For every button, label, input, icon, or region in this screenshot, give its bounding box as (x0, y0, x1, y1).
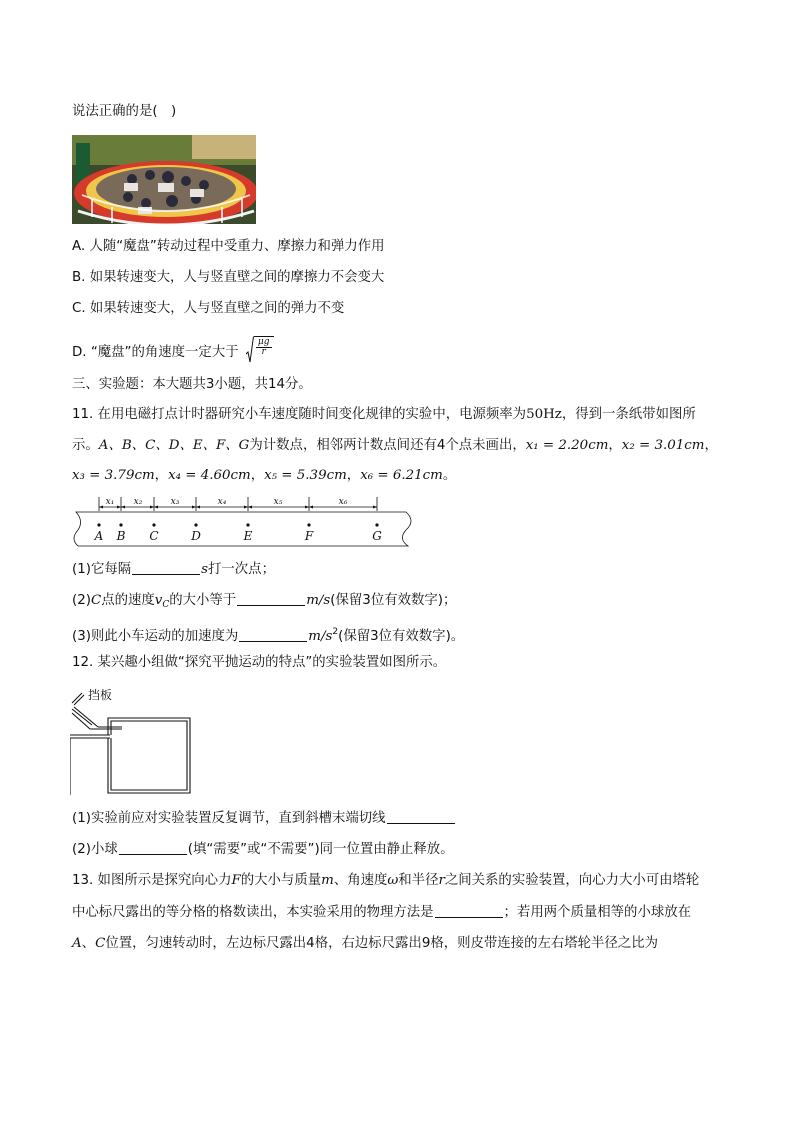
q11-text: (保留3位有效数字)； (330, 593, 457, 608)
point-c: C (90, 593, 102, 608)
point-label: C (149, 529, 159, 543)
question-stem-text: 说法正确的是( ) (72, 104, 177, 119)
q12-part-2 (72, 840, 454, 860)
q13-text: 和半径 (398, 873, 439, 888)
answer-blank[interactable] (387, 809, 455, 824)
section-heading-text: 三、实验题：本大题共3小题，共14分。 (72, 377, 312, 392)
baffle-label: 挡板 (88, 688, 113, 702)
x5-value: x₅ = 5.39cm (264, 468, 347, 483)
q11-text: 。 (442, 468, 457, 483)
point-label: F (304, 529, 314, 543)
q12-text: (填“需要”或“不需要”)同一位置由静止释放。 (187, 842, 454, 857)
count-dot (246, 523, 249, 526)
unit-text: m/s (308, 629, 333, 644)
q13-text: 位置，匀速转动时，左边标尺露出4格，右边标尺露出9格，则皮带连接的左右塔轮半径之比为 (105, 936, 658, 951)
segment-label: x₆ (338, 497, 348, 507)
fraction-denominator: r (261, 347, 266, 357)
point-label: D (191, 529, 201, 543)
count-dot (194, 523, 197, 526)
fraction (256, 338, 272, 357)
count-dot (375, 523, 378, 526)
answer-blank[interactable] (119, 840, 187, 855)
q12-text: (2)小球 (72, 842, 118, 857)
q11-line-1 (72, 405, 696, 425)
q11-text: 11. 在用电磁打点计时器研究小车速度随时间变化规律的实验中，电源频率为 (72, 407, 527, 422)
count-dot (97, 523, 100, 526)
paper-tape-diagram (70, 495, 415, 551)
q12-part-1 (72, 809, 456, 829)
force-symbol: F (231, 873, 241, 888)
unit-superscript: 2 (332, 627, 339, 637)
q13-line-3 (72, 934, 658, 954)
point-a: A (72, 936, 82, 951)
projectile-apparatus-diagram (70, 685, 198, 797)
segment-label: x₁ (105, 497, 115, 507)
q11-text: 点的速度 (101, 593, 155, 608)
option-d (72, 336, 274, 364)
option-a (72, 237, 385, 257)
question-stem (72, 102, 176, 122)
point-label: A (94, 529, 104, 543)
q11-text: (保留3位有效数字)。 (338, 629, 465, 644)
q11-text: (3)则此小车运动的加速度为 (72, 629, 239, 644)
x3-value: x₃ = 3.79cm (72, 468, 155, 483)
segment-label: x₅ (273, 497, 283, 507)
q13-text: 13. 如图所示是探究向心力 (72, 873, 232, 888)
unit-text: s (201, 562, 209, 577)
q11-text: 的大小等于 (169, 593, 237, 608)
fraction-numerator: μg (257, 337, 270, 347)
omega-symbol: ω (387, 873, 399, 888)
point-c: C (95, 936, 106, 951)
q13-line-2 (72, 903, 691, 923)
point-label: B (116, 529, 126, 543)
option-c (72, 299, 344, 319)
velocity-subscript: C (162, 600, 170, 610)
q11-text: 打一次点； (208, 562, 275, 577)
q13-text: 中心标尺露出的等分格的格数读出，本实验采用的物理方法是 (72, 905, 434, 920)
option-b (72, 268, 384, 288)
q13-text: 之间关系的实验装置，向心力大小可由塔轮 (444, 873, 700, 888)
q11-part-2 (72, 591, 456, 615)
q12-text: 12. 某兴趣小组做“探究平抛运动的特点”的实验装置如图所示。 (72, 655, 447, 670)
option-a-text: A. 人随“魔盘”转动过程中受重力、摩擦力和弹力作用 (72, 239, 385, 254)
answer-blank[interactable] (132, 560, 200, 575)
x6-value: x₆ = 6.21cm (360, 468, 443, 483)
q11-line-2: 示。A、B、C、D、E、F、G为计数点，相邻两计数点间还有4个点未画出，x₁ = 2.20cm，x₂ = 3.01cm， (72, 438, 718, 453)
count-dot (152, 523, 155, 526)
magic-disc-photo (72, 135, 256, 224)
point-label: G (372, 529, 382, 543)
x2-value: x₂ = 3.01cm (621, 438, 705, 453)
q11-points: A、B、C、D、E、F、G (98, 438, 250, 453)
q11-text: (1)它每隔 (72, 562, 132, 577)
count-dot (307, 523, 310, 526)
answer-blank[interactable] (237, 591, 305, 606)
segment-label: x₄ (217, 497, 227, 507)
q13-text: 、 (81, 936, 96, 951)
q11-text: 为计数点，相邻两计数点间还有4个点未画出， (249, 438, 526, 453)
option-d-text: D. “魔盘”的角速度一定大于 (72, 345, 239, 360)
segment-label: x₃ (170, 497, 180, 507)
answer-blank[interactable] (239, 627, 307, 642)
x1-value: x₁ = 2.20cm (525, 438, 609, 453)
x4-value: x₄ = 4.60cm (168, 468, 251, 483)
q13-text: 的大小与质量 (240, 873, 322, 888)
q12-text: (1)实验前应对实验装置反复调节，直到斜槽末端切线 (72, 811, 386, 826)
answer-blank[interactable] (435, 903, 503, 918)
point-label: E (243, 529, 253, 543)
q11-line-3: x₃ = 3.79cm，x₄ = 4.60cm，x₅ = 5.39cm，x₆ = 6.21cm。 (72, 468, 457, 483)
q11-text: 示。 (72, 438, 99, 453)
q13-text: ；若用两个质量相等的小球放在 (503, 905, 692, 920)
section-heading (72, 375, 312, 395)
radius-symbol: r (438, 873, 445, 888)
option-c-text: C. 如果转速变大，人与竖直壁之间的弹力不变 (72, 301, 345, 316)
count-dot (119, 523, 122, 526)
q11-part-1 (72, 560, 275, 580)
q11-text: (2) (72, 593, 91, 608)
mass-symbol: m (321, 873, 334, 888)
velocity-symbol: v (154, 593, 163, 608)
q12-line-1 (72, 653, 446, 673)
unit-text: m/s (306, 593, 331, 608)
sqrt-expression (246, 336, 274, 364)
q13-text: 、角速度 (333, 873, 388, 888)
q11-text: ，得到一条纸带如图所 (561, 407, 696, 422)
q13-line-1 (72, 871, 699, 891)
option-b-text: B. 如果转速变大，人与竖直壁之间的摩擦力不会变大 (72, 270, 385, 285)
q11-frequency: 50Hz (526, 407, 562, 422)
q11-part-3 (72, 622, 464, 647)
segment-label: x₂ (133, 497, 143, 507)
radical-sign-icon (246, 336, 254, 364)
